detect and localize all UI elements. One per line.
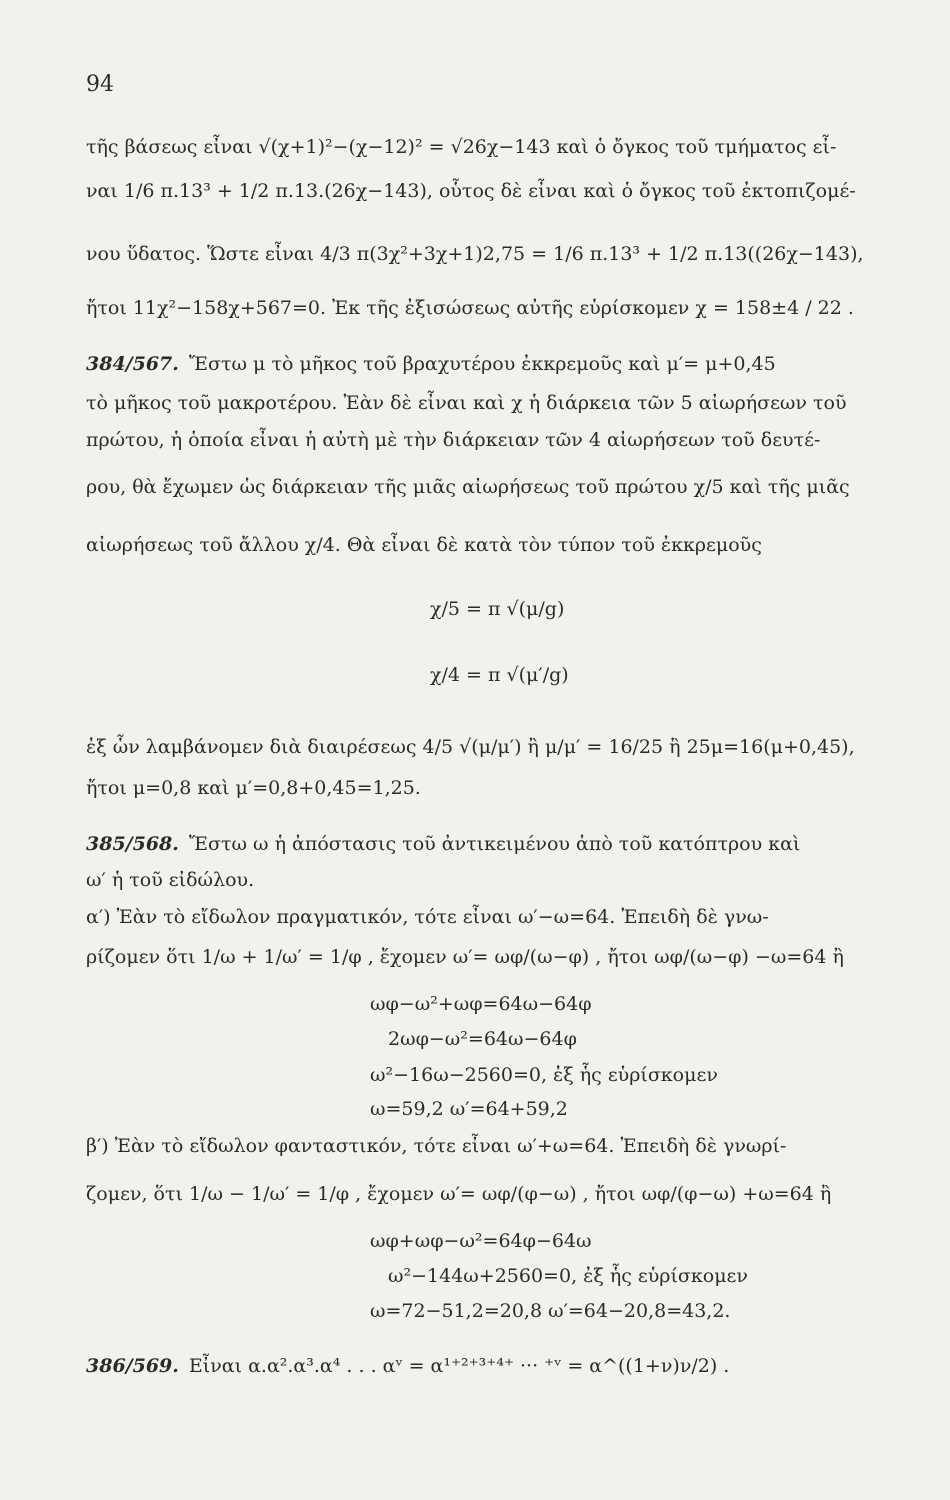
text-line: ἤτοι μ=0,8 καὶ μ′=0,8+0,45=1,25. — [86, 777, 421, 799]
equation: χ/5 = π √(μ/g) — [430, 598, 565, 620]
text-line: ρίζομεν ὅτι 1/ω + 1/ω′ = 1/φ , ἔχομεν ω′= ωφ/(ω−φ) , ἤτοι ωφ/(ω−φ) −ω=64 ἢ — [86, 946, 844, 968]
text-line: ἤτοι 11χ²−158χ+567=0. Ἐκ τῆς ἐξισώσεως αὐτῆς εὑρίσκομεν χ = 158±4 / 22 . — [86, 297, 854, 319]
text-line: Ἔστω ω ἡ ἀπόστασις τοῦ ἀντικειμένου ἀπὸ τοῦ κατόπτρου καὶ — [188, 833, 801, 855]
text-line: πρώτου, ἡ ὁποία εἶναι ἡ αὐτὴ μὲ τὴν διάρκειαν τῶν 4 αἰωρήσεων τοῦ δευτέ- — [86, 429, 821, 451]
equation: ω²−144ω+2560=0, ἐξ ἧς εὑρίσκομεν — [388, 1265, 748, 1287]
problem-384 — [86, 350, 920, 378]
text-line: ζομεν, ὅτι 1/ω − 1/ω′ = 1/φ , ἔχομεν ω′= ωφ/(φ−ω) , ἤτοι ωφ/(φ−ω) +ω=64 ἢ — [86, 1183, 832, 1205]
text-line: β′) Ἐὰν τὸ εἴδωλον φανταστικόν, τότε εἶναι ω′+ω=64. Ἐπειδὴ δὲ γνωρί- — [86, 1135, 787, 1157]
problem-number: 386/569. — [86, 1355, 179, 1377]
text-line: αἰωρήσεως τοῦ ἄλλου χ/4. Θὰ εἶναι δὲ κατὰ τὸν τύπον τοῦ ἐκκρεμοῦς — [86, 534, 762, 556]
equation: 2ωφ−ω²=64ω−64φ — [388, 1028, 577, 1050]
text-line: ω′ ἡ τοῦ εἰδώλου. — [86, 869, 255, 891]
equation: ω=59,2 ω′=64+59,2 — [370, 1098, 568, 1120]
text-line: ρου, θὰ ἔχωμεν ὡς διάρκειαν τῆς μιᾶς αἰωρήσεως τοῦ πρώτου χ/5 καὶ τῆς μιᾶς — [86, 476, 850, 498]
equation: ωφ+ωφ−ω²=64φ−64ω — [370, 1230, 592, 1252]
text-line: α′) Ἐὰν τὸ εἴδωλον πραγματικόν, τότε εἶναι ω′−ω=64. Ἐπειδὴ δὲ γνω- — [86, 906, 769, 928]
problem-number: 385/568. — [86, 833, 179, 855]
problem-number: 384/567. — [86, 353, 179, 375]
text-line: τὸ μῆκος τοῦ μακροτέρου. Ἐὰν δὲ εἶναι καὶ χ ἡ διάρκεια τῶν 5 αἰωρήσεων τοῦ — [86, 392, 847, 414]
text-line: ναι 1/6 π.13³ + 1/2 π.13.(26χ−143), οὗτος δὲ εἶναι καὶ ὁ ὄγκος τοῦ ἐκτοπιζομέ- — [86, 180, 856, 202]
equation: χ/4 = π √(μ′/g) — [430, 664, 569, 686]
text-line: ἐξ ὧν λαμβάνομεν διὰ διαιρέσεως 4/5 √(μ/μ′) ἢ μ/μ′ = 16/25 ἢ 25μ=16(μ+0,45), — [86, 736, 855, 758]
equation: ω²−16ω−2560=0, ἐξ ἧς εὑρίσκομεν — [370, 1064, 718, 1086]
text-line: νου ὕδατος. Ὥστε εἶναι 4/3 π(3χ²+3χ+1)2,75 = 1/6 π.13³ + 1/2 π.13((26χ−143), — [86, 243, 864, 265]
text-line: Ἔστω μ τὸ μῆκος τοῦ βραχυτέρου ἐκκρεμοῦς καὶ μ′= μ+0,45 — [188, 353, 776, 375]
text-line: τῆς βάσεως εἶναι √(χ+1)²−(χ−12)² = √26χ−143 καὶ ὁ ὄγκος τοῦ τμήματος εἶ- — [86, 136, 837, 158]
page-number: 94 — [86, 72, 114, 97]
equation: ω=72−51,2=20,8 ω′=64−20,8=43,2. — [370, 1300, 731, 1322]
problem-385 — [86, 830, 920, 858]
problem-386 — [86, 1352, 920, 1380]
text-line: Εἶναι α.α².α³.α⁴ . . . αᵛ = α¹⁺²⁺³⁺⁴⁺ ··· ⁺ᵛ = α^((1+ν)ν/2) . — [188, 1355, 730, 1377]
equation: ωφ−ω²+ωφ=64ω−64φ — [370, 993, 592, 1015]
